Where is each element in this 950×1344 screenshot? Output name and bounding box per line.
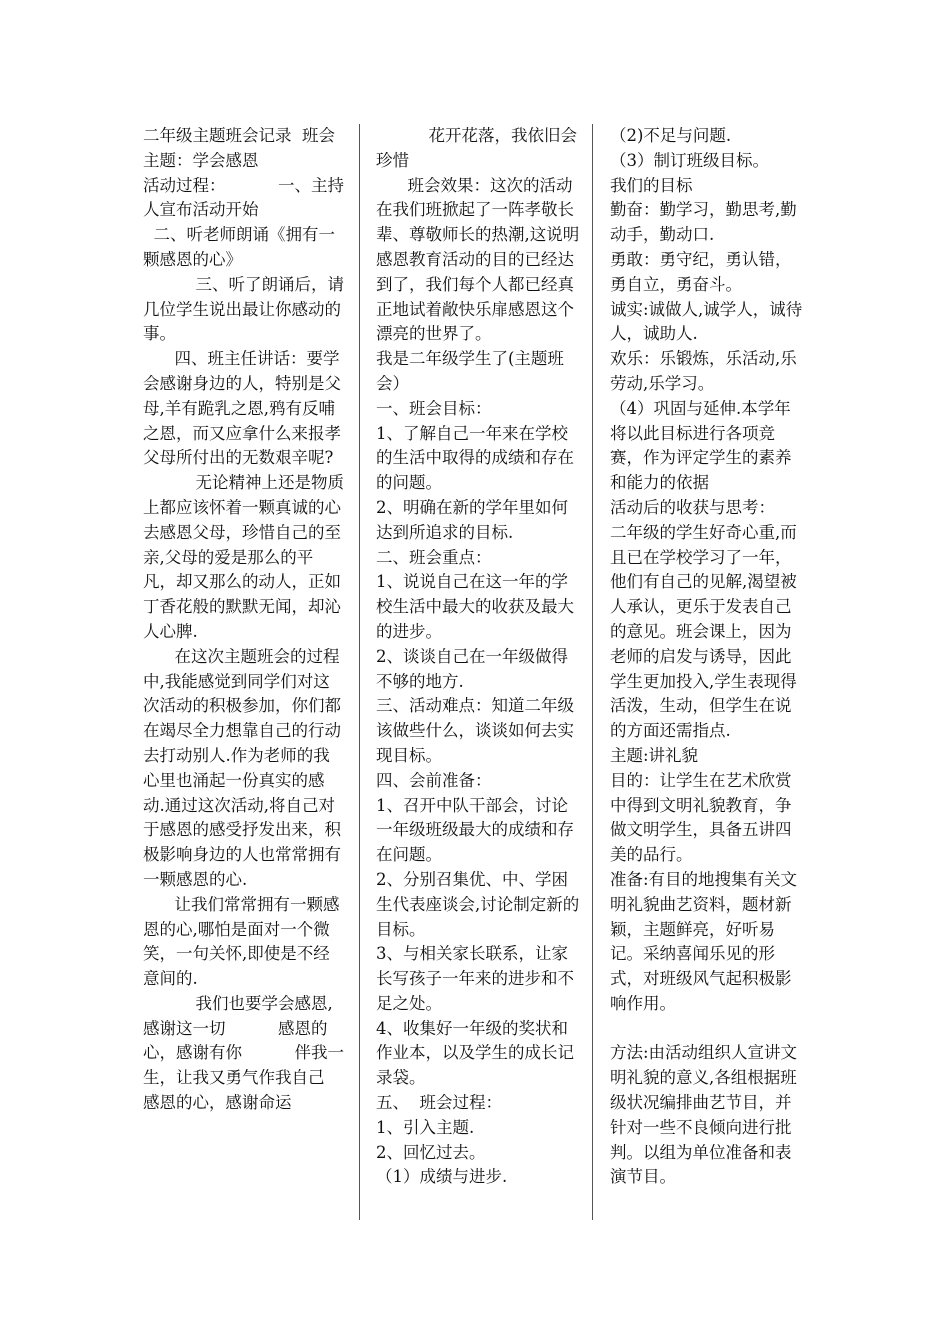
paragraph: 主题:讲礼貌 bbox=[610, 745, 699, 765]
column-divider bbox=[359, 124, 360, 1220]
paragraph: 1、说说自己在这一年的学校生活中最大的收获及最大的进步。 bbox=[376, 572, 574, 641]
paragraph: 我是二年级学生了(主题班会） bbox=[376, 349, 564, 393]
paragraph: 2、明确在新的学年里如何达到所追求的目标. bbox=[376, 497, 568, 542]
paragraph: 2、谈谈自己在一年级做得不够的地方. bbox=[376, 646, 568, 691]
paragraph: 4、收集好一年级的奖状和作业本，以及学生的成长记录袋。 bbox=[376, 1018, 574, 1088]
paragraph: 活动后的收获与思考： bbox=[610, 497, 775, 517]
paragraph: 让我们常常拥有一颗感恩的心,哪怕是面对一个微笑，一句关怀,即使是不经意间的. bbox=[143, 894, 340, 989]
paragraph: 1、引入主题. bbox=[376, 1117, 475, 1137]
paragraph: 勤奋：勤学习，勤思考,勤动手，勤动口. bbox=[610, 200, 797, 245]
paragraph: 目的：让学生在艺术欣赏中得到文明礼貌教育，争做文明学生，具备五讲四美的品行。 bbox=[610, 770, 792, 865]
paragraph: 1、了解自己一年来在学校的生活中取得的成绩和存在的问题。 bbox=[376, 423, 574, 493]
paragraph: 我们也要学会感恩,感谢这一切 感恩的心，感谢有你 伴我一生，让我又勇气作我自己 感恩的心，感谢命运 bbox=[143, 993, 377, 1113]
paragraph: 二、听老师朗诵《拥有一颗感恩的心》 bbox=[143, 225, 335, 269]
paragraph: 四、会前准备： bbox=[376, 770, 492, 790]
paragraph: 花开花落，我依旧会珍惜 bbox=[376, 126, 577, 170]
column-3 bbox=[610, 124, 805, 1190]
column-1 bbox=[143, 124, 377, 1116]
paragraph: 班会效果：这次的活动在我们班掀起了一阵孝敬长辈、尊敬师长的热潮,这说明感恩教育活动的目的已经达到了，我们每个人都已经真正地试着敞快乐扉感恩这个漂亮的世界了。 bbox=[376, 175, 580, 344]
paragraph: 二年级的学生好奇心重,而且已在学校学习了一年，他们有自己的见解,渴望被人承认，更乐于发表自己的意见。班会课上，因为老师的启发与诱导，因此学生更加投入,学生表现得活泼，生动，但学生在说的方面还需指点. bbox=[610, 522, 797, 741]
paragraph: （1）成绩与进步. bbox=[376, 1167, 508, 1187]
column-divider bbox=[592, 124, 593, 1220]
paragraph: 活动过程： 一、主持人宣布活动开始 bbox=[143, 175, 344, 220]
paragraph: 三、听了朗诵后，请几位学生说出最让你感动的事。 bbox=[143, 274, 344, 344]
paragraph: （4）巩固与延伸.本学年将以此目标进行各项竞赛，作为评定学生的素养和能力的依据 bbox=[610, 398, 792, 493]
paragraph: 勇敢：勇守纪，勇认错，勇自立，勇奋斗。 bbox=[610, 249, 792, 294]
paragraph: 方法:由活动组织人宣讲文明礼貌的意义,各组根据班级状况编排曲艺节目，并针对一些不良倾向进行批判。以组为单位准备和表演节目。 bbox=[610, 1043, 798, 1187]
paragraph: 二年级主题班会记录 班会主题：学会感恩 bbox=[143, 126, 335, 170]
paragraph: 在这次主题班会的过程中,我能感觉到同学们对这次活动的积极参加，你们都在竭尽全力想靠自己的行动去打动别人.作为老师的我心里也涌起一份真实的感动.通过这次活动,将自己对于感恩的感受抒发出来，积极影响身边的人也常常拥有一颗感恩的心. bbox=[143, 646, 341, 889]
paragraph: 2、回忆过去。 bbox=[376, 1142, 486, 1162]
paragraph: 三、活动难点：知道二年级该做些什么，谈谈如何去实现目标。 bbox=[376, 696, 574, 765]
paragraph: 无论精神上还是物质上都应该怀着一颗真诚的心去感恩父母，珍惜自己的至亲,父母的爱是那么的平凡，却又那么的动人，正如丁香花般的默默无闻，却沁人心脾. bbox=[143, 473, 344, 641]
paragraph: 五、 班会过程： bbox=[376, 1093, 502, 1113]
paragraph: 一、班会目标： bbox=[376, 398, 492, 418]
paragraph: 二、班会重点： bbox=[376, 547, 492, 567]
paragraph: 我们的目标 bbox=[610, 175, 693, 195]
column-2 bbox=[376, 124, 581, 1190]
paragraph: 四、班主任讲话：要学会感谢身边的人，特别是父母,羊有跪乳之恩,鸦有反哺之恩，而又应拿什么来报孝父母所付出的无数艰辛呢? bbox=[143, 349, 341, 468]
blank-line bbox=[610, 1017, 805, 1042]
paragraph: 3、与相关家长联系，让家长写孩子一年来的进步和不足之处。 bbox=[376, 944, 574, 1013]
paragraph: 1、召开中队干部会，讨论一年级班级最大的成绩和存在问题。 bbox=[376, 795, 574, 865]
paragraph: 欢乐：乐锻炼，乐活动,乐劳动,乐学习。 bbox=[610, 349, 797, 393]
paragraph: 2、分别召集优、中、学困生代表座谈会,讨论制定新的目标。 bbox=[376, 869, 580, 939]
paragraph: 诚实:诚做人,诚学人，诚待人，诚助人. bbox=[610, 299, 803, 344]
paragraph: 准备:有目的地搜集有关文明礼貌曲艺资料，题材新颖，主题鲜亮，好听易记。采纳喜闻乐见的形式，对班级风气起积极影响作用。 bbox=[610, 869, 798, 1013]
paragraph: （3）制订班级目标。 bbox=[610, 150, 769, 170]
paragraph: （2)不足与问题. bbox=[610, 126, 732, 145]
